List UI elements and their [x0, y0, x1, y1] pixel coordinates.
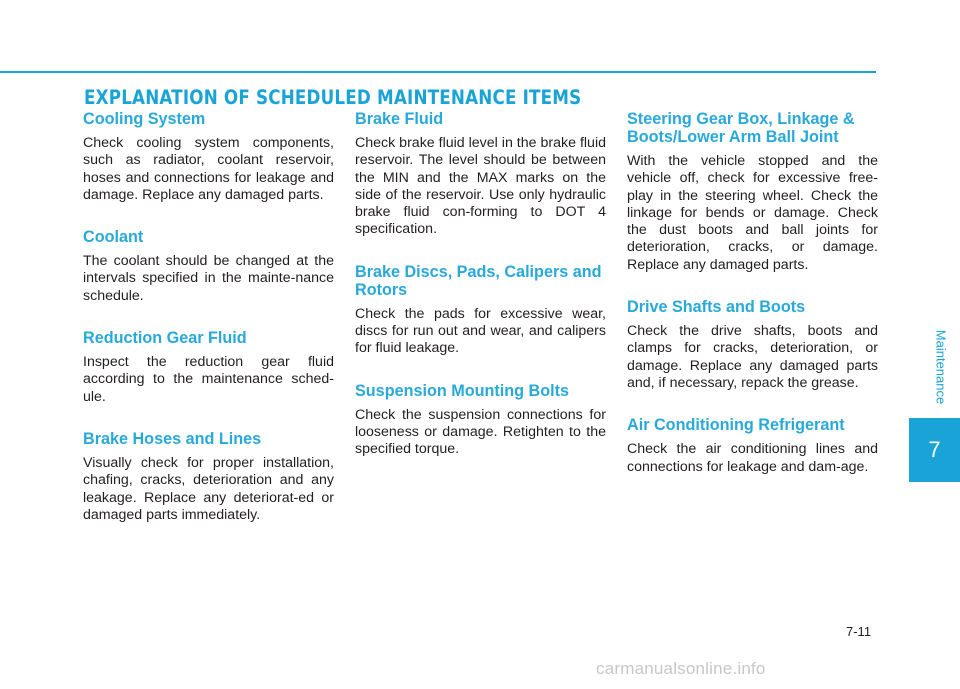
- section-brake-hoses-and-lines: [83, 430, 334, 524]
- section-title: Suspension Mounting Bolts: [355, 381, 570, 400]
- chapter-number-tab: [909, 418, 960, 482]
- column-2: [355, 110, 606, 483]
- section-coolant: [83, 228, 334, 305]
- section-title: Reduction Gear Fluid: [83, 329, 247, 348]
- chapter-side-label: [933, 329, 949, 405]
- chapter-label: Maintenance: [933, 329, 949, 405]
- section-title: Steering Gear Box, Linkage & Boots/Lower Arm Ball Joint: [627, 110, 855, 146]
- section-air-conditioning-refrigerant: [627, 416, 878, 476]
- section-title: Drive Shafts and Boots: [627, 298, 806, 317]
- section-body: Check the drive shafts, boots and clamps for cracks, deterioration, or damage. Replace any damaged parts and, if necessary, repack the grease.: [627, 323, 878, 391]
- section-body: Check the pads for excessive wear, discs for run out and wear, and calipers for fluid leakage.: [355, 305, 606, 357]
- section-brake-discs-pads-calipers: [355, 263, 606, 358]
- chapter-number: 7: [928, 437, 941, 462]
- section-brake-fluid: [355, 110, 606, 239]
- column-1: [83, 110, 334, 548]
- section-body: Check the suspension connections for looseness or damage. Retighten to the specified torque.: [355, 406, 606, 458]
- section-body: Visually check for proper installation, chafing, cracks, deterioration and any leakage. Replace any deteriorat-ed or damaged parts immediately.: [83, 454, 334, 523]
- section-body: Inspect the reduction gear fluid according to the maintenance sched-ule.: [83, 354, 334, 405]
- section-body: Check brake fluid level in the brake fluid reservoir. The level should be between the MIN and the MAX marks on the side of the reservoir. Use only hydraulic brake fluid con-forming to DOT 4 specification.: [355, 135, 606, 238]
- section-title: Coolant: [83, 228, 144, 247]
- section-body: Check cooling system components, such as radiator, coolant reservoir, hoses and connections for leakage and damage. Replace any damaged parts.: [83, 135, 334, 203]
- page-number: 7-11: [846, 624, 872, 639]
- watermark: carmanualsonline.info: [596, 659, 766, 678]
- section-title: Cooling System: [83, 110, 206, 128]
- section-title: Brake Fluid: [355, 110, 444, 128]
- section-title: Air Conditioning Refrigerant: [627, 416, 845, 435]
- section-suspension-mounting-bolts: [355, 382, 606, 459]
- section-drive-shafts-and-boots: [627, 298, 878, 392]
- header-rule: [0, 71, 876, 73]
- section-steering-gear-box: [627, 110, 878, 274]
- section-reduction-gear-fluid: [83, 329, 334, 406]
- section-body: The coolant should be changed at the intervals specified in the mainte-nance schedule.: [83, 253, 334, 304]
- section-title: Brake Hoses and Lines: [83, 429, 262, 448]
- section-cooling-system: [83, 110, 334, 204]
- page-title: EXPLANATION OF SCHEDULED MAINTENANCE ITEMS: [84, 86, 582, 109]
- section-title: Brake Discs, Pads, Calipers and Rotors: [355, 262, 602, 299]
- section-body: With the vehicle stopped and the vehicle off, check for excessive free-play in the steering wheel. Check the linkage for bends or damage. Check the dust boots and ball joints for deterioration, cracks, or damage. Replace any damaged parts.: [627, 153, 878, 273]
- column-3: [627, 110, 878, 500]
- section-body: Check the air conditioning lines and connections for leakage and dam-age.: [627, 441, 878, 475]
